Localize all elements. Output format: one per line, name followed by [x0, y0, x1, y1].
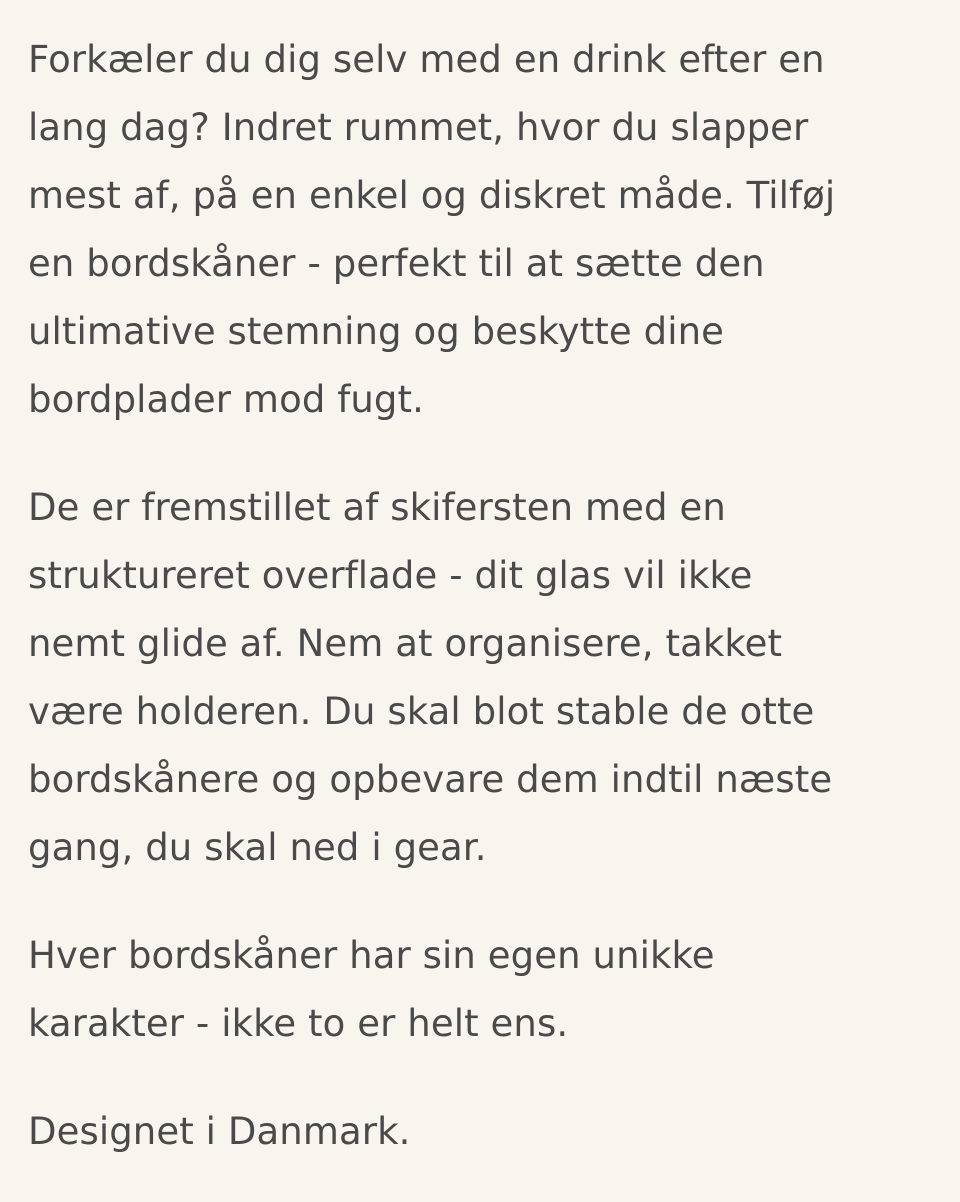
text-line: De er fremstillet af skifersten med en [28, 486, 726, 529]
text-line: lang dag? Indret rummet, hvor du slapper [28, 106, 809, 149]
description-paragraph [28, 474, 940, 882]
description-paragraph [28, 26, 940, 434]
text-line: mest af, på en enkel og diskret måde. Tilføj [28, 174, 836, 217]
text-line: bordskånere og opbevare dem indtil næste [28, 758, 833, 801]
text-line: nemt glide af. Nem at organisere, takket [28, 622, 783, 665]
text-line: karakter - ikke to er helt ens. [28, 1002, 569, 1045]
description-paragraph [28, 1098, 940, 1166]
text-line: være holderen. Du skal blot stable de otte [28, 690, 815, 733]
description-paragraph [28, 922, 940, 1058]
text-line: ultimative stemning og beskytte dine [28, 310, 724, 353]
text-line: en bordskåner - perfekt til at sætte den [28, 242, 765, 285]
text-line: Designet i Danmark. [28, 1110, 411, 1153]
text-line: Forkæler du dig selv med en drink efter en [28, 38, 825, 81]
text-line: gang, du skal ned i gear. [28, 826, 487, 869]
text-line: bordplader mod fugt. [28, 378, 424, 421]
text-line: struktureret overflade - dit glas vil ikke [28, 554, 753, 597]
text-line: Hver bordskåner har sin egen unikke [28, 934, 715, 977]
